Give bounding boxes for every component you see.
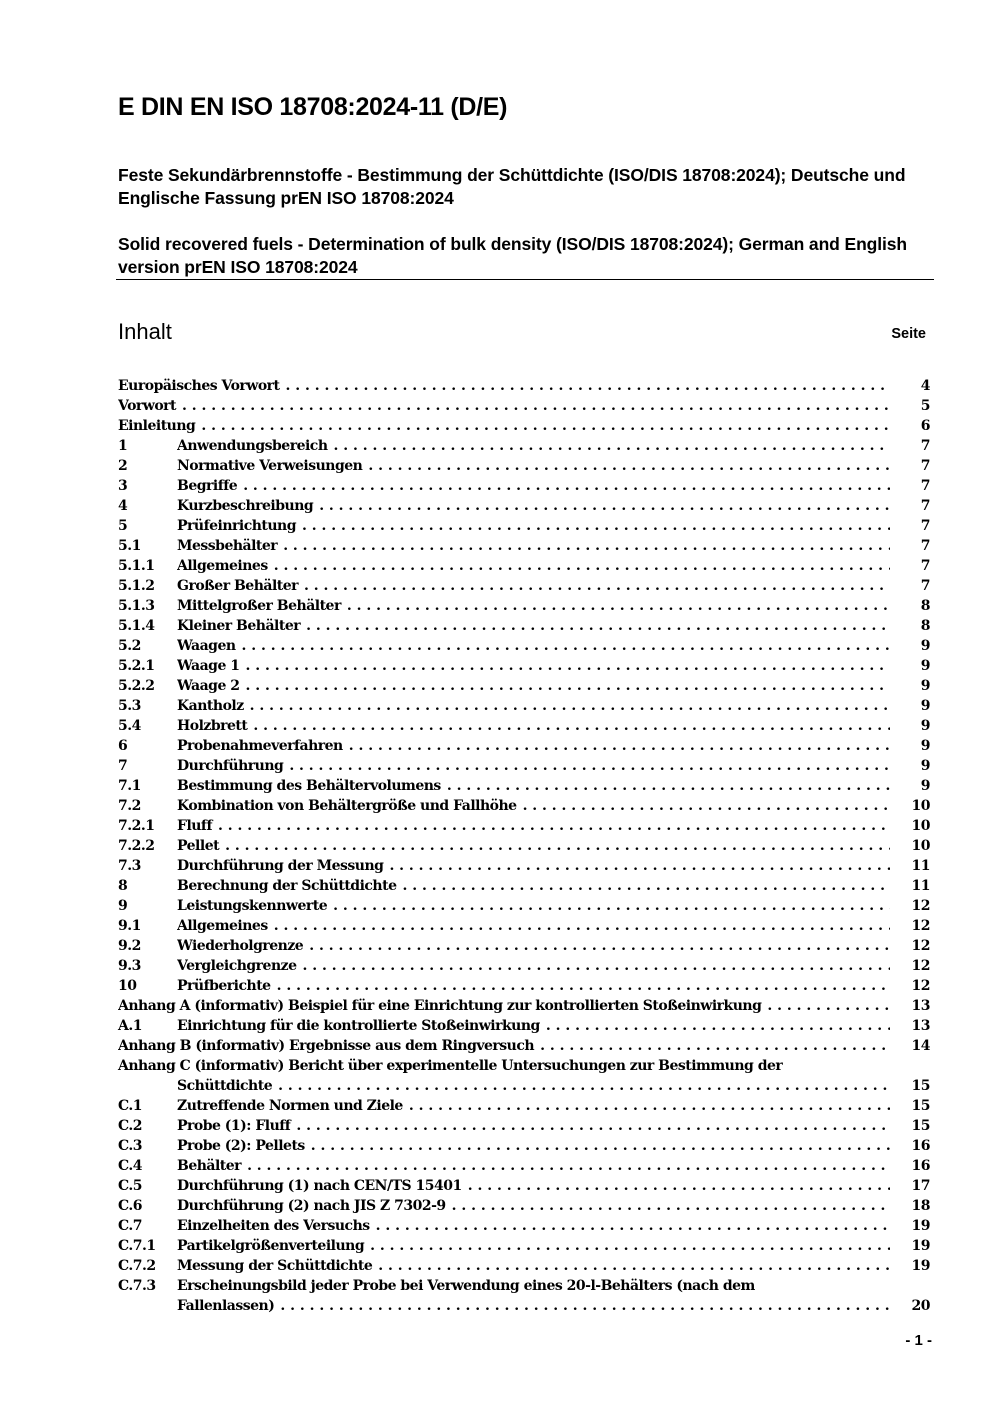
toc-entry-page: 19	[911, 1258, 930, 1274]
toc-entry-number: 8	[118, 878, 128, 894]
toc-entry-page: 19	[911, 1218, 930, 1234]
toc-entry[interactable]	[118, 1176, 930, 1196]
toc-dot-leader	[347, 596, 890, 616]
toc-dot-leader	[250, 696, 890, 716]
toc-entry-title: Fluff	[177, 818, 212, 834]
toc-page-column-label: Seite	[891, 326, 926, 342]
toc-entry-title: Durchführung	[177, 758, 284, 774]
toc-entry[interactable]	[118, 936, 930, 956]
toc-entry-leader-line	[177, 1196, 890, 1216]
toc-entry-leader-line	[177, 596, 890, 616]
toc-entry-number: 5.1.1	[118, 558, 155, 574]
toc-entry-leader-line	[177, 736, 890, 756]
toc-entry-number: 5.4	[118, 718, 141, 734]
toc-dot-leader	[303, 956, 890, 976]
toc-entry[interactable]	[118, 576, 930, 596]
toc-entry[interactable]	[118, 456, 930, 476]
toc-entry-number: 7.2.2	[118, 838, 155, 854]
toc-entry-leader-line	[118, 376, 890, 396]
toc-entry-number: C.7.1	[118, 1238, 156, 1254]
toc-entry-title: Anhang A (informativ) Beispiel für eine Einrichtung zur kontrollierten Stoßeinwirkung	[118, 998, 762, 1014]
toc-entry-leader-line	[177, 1116, 890, 1136]
toc-entry-title: Kantholz	[177, 698, 244, 714]
toc-entry-number: 9.3	[118, 958, 141, 974]
toc-entry[interactable]	[118, 956, 930, 976]
toc-entry-title: Waagen	[177, 638, 236, 654]
toc-entry[interactable]	[118, 596, 930, 616]
toc-dot-leader	[546, 1016, 890, 1036]
toc-entry-leader-line	[177, 936, 890, 956]
toc-entry-title-line1: Anhang C (informativ) Bericht über experimentelle Untersuchungen zur Bestimmung der	[118, 1058, 783, 1074]
toc-entry-title: Europäisches Vorwort	[118, 378, 280, 394]
toc-entry-number: C.6	[118, 1198, 143, 1214]
toc-entry-leader-line	[177, 816, 890, 836]
toc-entry-leader-line	[177, 796, 890, 816]
toc-entry-leader-line	[177, 836, 890, 856]
toc-dot-leader	[523, 796, 890, 816]
toc-entry-number: 5	[118, 518, 128, 534]
toc-dot-leader	[319, 496, 890, 516]
toc-entry-number: 5.2.2	[118, 678, 155, 694]
toc-entry-number: A.1	[118, 1018, 142, 1034]
toc-dot-leader	[277, 976, 890, 996]
toc-entry-title: Schüttdichte	[177, 1078, 273, 1094]
toc-entry[interactable]	[118, 476, 930, 496]
toc-entry-title: Kurzbeschreibung	[177, 498, 314, 514]
toc-entry-number: C.5	[118, 1178, 143, 1194]
toc-dot-leader	[349, 736, 890, 756]
toc-entry-page: 7	[920, 478, 930, 494]
toc-entry-title: Behälter	[177, 1158, 242, 1174]
toc-entry-title: Durchführung (1) nach CEN/TS 15401	[177, 1178, 462, 1194]
toc-entry-leader-line	[177, 696, 890, 716]
toc-entry-page: 13	[911, 998, 930, 1014]
toc-dot-leader	[245, 676, 890, 696]
toc-dot-leader	[245, 656, 890, 676]
toc-entry-title: Prüfberichte	[177, 978, 271, 994]
toc-entry-leader-line	[177, 436, 890, 456]
toc-dot-leader	[218, 816, 890, 836]
toc-entry-title: Kombination von Behältergröße und Fallhöhe	[177, 798, 517, 814]
toc-entry-title: Normative Verweisungen	[177, 458, 363, 474]
toc-entry-leader-line	[177, 536, 890, 556]
toc-entry-number: 1	[118, 438, 128, 454]
toc-entry-title: Probe (2): Pellets	[177, 1138, 305, 1154]
toc-entry-number: 3	[118, 478, 128, 494]
toc-entry-leader-line	[177, 956, 890, 976]
toc-entry-number: 9.1	[118, 918, 141, 934]
toc-dot-leader	[274, 556, 890, 576]
toc-dot-leader	[247, 1156, 890, 1176]
toc-dot-leader	[304, 576, 890, 596]
toc-entry[interactable]	[118, 1156, 930, 1176]
toc-entry-page: 9	[920, 678, 930, 694]
toc-entry-page: 17	[911, 1178, 930, 1194]
toc-entry-leader-line	[177, 776, 890, 796]
toc-dot-leader	[289, 756, 890, 776]
toc-entry-number: 5.1.3	[118, 598, 155, 614]
toc-dot-leader	[311, 1136, 890, 1156]
toc-entry-leader-line	[177, 1216, 890, 1236]
toc-dot-leader	[225, 836, 890, 856]
toc-entry-leader-line	[177, 756, 890, 776]
toc-entry-number: 2	[118, 458, 128, 474]
toc-dot-leader	[376, 1216, 890, 1236]
toc-entry-number: 7.1	[118, 778, 141, 794]
toc-entry-leader-line	[177, 576, 890, 596]
toc-entry-number: C.2	[118, 1118, 143, 1134]
toc-entry[interactable]	[118, 1236, 930, 1256]
toc-entry-leader-line	[118, 396, 890, 416]
toc-entry-number: 9	[118, 898, 128, 914]
toc-entry-title: Einzelheiten des Versuchs	[177, 1218, 370, 1234]
toc-dot-leader	[283, 536, 890, 556]
toc-entry-number: 5.1.2	[118, 578, 155, 594]
toc-entry[interactable]	[118, 1276, 930, 1316]
toc-entry-leader-line	[177, 456, 890, 476]
toc-entry[interactable]	[118, 656, 930, 676]
toc-entry-number: 10	[118, 978, 137, 994]
toc-entry-page: 10	[911, 818, 930, 834]
toc-entry-title: Einrichtung für die kontrollierte Stoßeinwirkung	[177, 1018, 540, 1034]
toc-dot-leader	[368, 456, 890, 476]
toc-entry[interactable]	[118, 736, 930, 756]
toc-entry-page: 12	[911, 918, 930, 934]
toc-dot-leader	[334, 436, 891, 456]
toc-entry-page: 12	[911, 958, 930, 974]
document-title: E DIN EN ISO 18708:2024-11 (D/E)	[118, 93, 508, 121]
toc-entry-leader-line	[177, 556, 890, 576]
toc-entry-leader-line	[177, 636, 890, 656]
toc-entry[interactable]	[118, 616, 930, 636]
toc-dot-leader	[333, 896, 890, 916]
toc-entry[interactable]	[118, 716, 930, 736]
toc-entry-leader-line	[177, 1176, 890, 1196]
toc-entry-page: 9	[920, 738, 930, 754]
toc-entry-page: 11	[911, 858, 930, 874]
toc-entry-page: 7	[920, 458, 930, 474]
toc-entry[interactable]	[118, 436, 930, 456]
toc-entry-leader-line	[177, 476, 890, 496]
toc-entry-leader-line	[177, 1076, 890, 1096]
toc-entry-title: Partikelgrößenverteilung	[177, 1238, 365, 1254]
toc-entry-page: 12	[911, 938, 930, 954]
toc-entry[interactable]	[118, 496, 930, 516]
toc-entry-number: 9.2	[118, 938, 141, 954]
toc-entry-number: 5.1.4	[118, 618, 155, 634]
toc-entry[interactable]	[118, 1096, 930, 1116]
toc-entry-page: 19	[911, 1238, 930, 1254]
toc-entry-leader-line	[177, 676, 890, 696]
toc-entry-title: Berechnung der Schüttdichte	[177, 878, 397, 894]
toc-entry-page: 15	[911, 1098, 930, 1114]
toc-entry-leader-line	[118, 416, 890, 436]
toc-entry-page: 7	[920, 438, 930, 454]
toc-entry[interactable]	[118, 376, 930, 396]
toc-entry-leader-line	[177, 876, 890, 896]
toc-entry[interactable]	[118, 976, 930, 996]
toc-entry-page: 18	[911, 1198, 930, 1214]
toc-entry-leader-line	[177, 1256, 890, 1276]
toc-entry-title: Anhang B (informativ) Ergebnisse aus dem Ringversuch	[118, 1038, 535, 1054]
toc-entry[interactable]	[118, 1196, 930, 1216]
toc-entry-leader-line	[177, 716, 890, 736]
toc-entry[interactable]	[118, 536, 930, 556]
toc-entry-page: 13	[911, 1018, 930, 1034]
toc-entry-title: Messung der Schüttdichte	[177, 1258, 373, 1274]
page-number: - 1 -	[905, 1332, 932, 1349]
toc-entry-leader-line	[177, 916, 890, 936]
toc-entry-number: 5.2	[118, 638, 141, 654]
toc-entry-leader-line	[177, 656, 890, 676]
toc-entry-page: 9	[920, 658, 930, 674]
toc-entry-number: 5.1	[118, 538, 141, 554]
toc-dot-leader	[253, 716, 890, 736]
toc-entry-title: Bestimmung des Behältervolumens	[177, 778, 441, 794]
toc-entry-title: Allgemeines	[177, 558, 268, 574]
toc-entry-page: 7	[920, 538, 930, 554]
toc-entry-page: 5	[920, 398, 930, 414]
toc-entry-page: 9	[920, 638, 930, 654]
toc-entry-title: Zutreffende Normen und Ziele	[177, 1098, 403, 1114]
toc-entry-number: C.4	[118, 1158, 143, 1174]
toc-entry-leader-line	[177, 496, 890, 516]
toc-entry[interactable]	[118, 996, 930, 1016]
toc-entry-title: Holzbrett	[177, 718, 248, 734]
toc-entry[interactable]	[118, 676, 930, 696]
toc-entry-page: 9	[920, 758, 930, 774]
toc-dot-leader	[280, 1296, 890, 1316]
toc-dot-leader	[540, 1036, 890, 1056]
toc-entry-title: Großer Behälter	[177, 578, 299, 594]
toc-entry[interactable]	[118, 856, 930, 876]
toc-entry-number: 5.3	[118, 698, 141, 714]
toc-entry-leader-line	[177, 516, 890, 536]
title-divider	[116, 279, 934, 280]
toc-entry-page: 7	[920, 498, 930, 514]
toc-entry-title: Fallenlassen)	[177, 1298, 275, 1314]
toc-dot-leader	[309, 936, 890, 956]
toc-entry-page: 15	[911, 1118, 930, 1134]
toc-entry-number: 6	[118, 738, 128, 754]
toc-dot-leader	[447, 776, 890, 796]
toc-dot-leader	[296, 1116, 890, 1136]
toc-entry[interactable]	[118, 916, 930, 936]
toc-entry-leader-line	[177, 1016, 890, 1036]
toc-dot-leader	[370, 1236, 890, 1256]
toc-entry[interactable]	[118, 876, 930, 896]
toc-entry-title: Begriffe	[177, 478, 238, 494]
toc-entry-leader-line	[177, 1136, 890, 1156]
toc-entry-number: 5.2.1	[118, 658, 155, 674]
subtitle-english: Solid recovered fuels - Determination of bulk density (ISO/DIS 18708:2024); German and English version prEN ISO 18708:2024	[118, 234, 908, 277]
toc-entry[interactable]	[118, 1016, 930, 1036]
toc-entry-page: 7	[920, 578, 930, 594]
toc-entry-leader-line	[177, 1156, 890, 1176]
toc-entry-page: 9	[920, 698, 930, 714]
toc-entry[interactable]	[118, 836, 930, 856]
toc-entry-number: 7.3	[118, 858, 141, 874]
toc-entry-title: Wiederholgrenze	[177, 938, 304, 954]
toc-entry-title: Probe (1): Fluff	[177, 1118, 291, 1134]
toc-entry-number: 7.2.1	[118, 818, 155, 834]
toc-entry[interactable]	[118, 1136, 930, 1156]
toc-entry[interactable]	[118, 1216, 930, 1236]
toc-entry-page: 11	[911, 878, 930, 894]
toc-entry-title: Kleiner Behälter	[177, 618, 301, 634]
toc-dot-leader	[278, 1076, 890, 1096]
toc-entry-title: Einleitung	[118, 418, 196, 434]
toc-entry-number: C.7.3	[118, 1278, 156, 1294]
toc-entry-page: 9	[920, 778, 930, 794]
toc-entry-leader-line	[177, 856, 890, 876]
toc-entry-page: 10	[911, 798, 930, 814]
toc-dot-leader	[306, 616, 890, 636]
toc-entry[interactable]	[118, 416, 930, 436]
toc-entry-title: Messbehälter	[177, 538, 278, 554]
toc-dot-leader	[767, 996, 890, 1016]
toc-dot-leader	[243, 476, 890, 496]
toc-dot-leader	[389, 856, 890, 876]
toc-entry-number: 4	[118, 498, 128, 514]
toc-entry[interactable]	[118, 776, 930, 796]
toc-entry-page: 12	[911, 978, 930, 994]
toc-entry-page: 15	[911, 1078, 930, 1094]
toc-dot-leader	[286, 376, 890, 396]
toc-entry[interactable]	[118, 1056, 930, 1096]
toc-entry-number: C.7	[118, 1218, 143, 1234]
toc-entry-title: Prüfeinrichtung	[177, 518, 297, 534]
toc-entry[interactable]	[118, 516, 930, 536]
toc-entry-number: C.7.2	[118, 1258, 156, 1274]
toc-entry[interactable]	[118, 896, 930, 916]
toc-heading: Inhalt	[118, 319, 172, 344]
toc-entry-leader-line	[177, 896, 890, 916]
toc-entry-page: 14	[911, 1038, 930, 1054]
toc-entry-title: Anwendungsbereich	[177, 438, 328, 454]
toc-entry[interactable]	[118, 816, 930, 836]
toc-entry-page: 7	[920, 558, 930, 574]
toc-entry[interactable]	[118, 796, 930, 816]
toc-entry-page: 20	[911, 1298, 930, 1314]
toc-entry-page: 7	[920, 518, 930, 534]
toc-entry-page: 16	[911, 1158, 930, 1174]
toc-entry-title: Durchführung (2) nach JIS Z 7302-9	[177, 1198, 446, 1214]
toc-entry-title: Mittelgroßer Behälter	[177, 598, 341, 614]
toc-entry-leader-line	[177, 1096, 890, 1116]
toc-dot-leader	[201, 416, 890, 436]
toc-entry-page: 16	[911, 1138, 930, 1154]
toc-dot-leader	[182, 396, 890, 416]
toc-entry-title: Waage 1	[177, 658, 240, 674]
toc-entry-leader-line	[177, 1296, 890, 1316]
toc-dot-leader	[242, 636, 890, 656]
toc-entry[interactable]	[118, 396, 930, 416]
toc-entry-leader-line	[118, 996, 890, 1016]
toc-entry-leader-line	[177, 1236, 890, 1256]
toc-entry-page: 9	[920, 718, 930, 734]
toc-entry[interactable]	[118, 636, 930, 656]
toc-entry-title: Leistungskennwerte	[177, 898, 328, 914]
toc-entry-page: 8	[920, 618, 930, 634]
toc-dot-leader	[468, 1176, 890, 1196]
toc-dot-leader	[452, 1196, 890, 1216]
toc-entry-number: C.1	[118, 1098, 143, 1114]
toc-entry-page: 12	[911, 898, 930, 914]
toc-dot-leader	[378, 1256, 890, 1276]
subtitle-german: Feste Sekundärbrennstoffe - Bestimmung der Schüttdichte (ISO/DIS 18708:2024); Deutsche und Englische Fassung prEN ISO 18708:2024	[118, 165, 906, 208]
toc-entry[interactable]	[118, 756, 930, 776]
toc-entry-title: Durchführung der Messung	[177, 858, 384, 874]
toc-entry[interactable]	[118, 1116, 930, 1136]
toc-entry-number: 7.2	[118, 798, 141, 814]
toc-entry[interactable]	[118, 1256, 930, 1276]
toc-entry-title: Waage 2	[177, 678, 240, 694]
toc-entry-leader-line	[177, 976, 890, 996]
toc-entry-leader-line	[177, 616, 890, 636]
toc-entry-title: Pellet	[177, 838, 220, 854]
toc-entry-title: Vorwort	[118, 398, 177, 414]
toc-entry[interactable]	[118, 1036, 930, 1056]
toc-entry-title-line1: Erscheinungsbild jeder Probe bei Verwendung eines 20-l-Behälters (nach dem	[177, 1278, 755, 1294]
toc-entry[interactable]	[118, 696, 930, 716]
toc-dot-leader	[402, 876, 890, 896]
toc-entry-page: 6	[920, 418, 930, 434]
toc-dot-leader	[274, 916, 890, 936]
toc-entry-leader-line	[118, 1036, 890, 1056]
toc-entry-title: Vergleichgrenze	[177, 958, 297, 974]
toc-entry-title: Allgemeines	[177, 918, 268, 934]
toc-entry-page: 8	[920, 598, 930, 614]
toc-entry-number: 7	[118, 758, 128, 774]
toc-entry[interactable]	[118, 556, 930, 576]
toc-entry-page: 4	[920, 378, 930, 394]
toc-dot-leader	[409, 1096, 890, 1116]
toc-entry-title: Probenahmeverfahren	[177, 738, 343, 754]
toc-entry-page: 10	[911, 838, 930, 854]
toc-dot-leader	[302, 516, 890, 536]
table-of-contents	[118, 376, 930, 1316]
toc-entry-number: C.3	[118, 1138, 143, 1154]
